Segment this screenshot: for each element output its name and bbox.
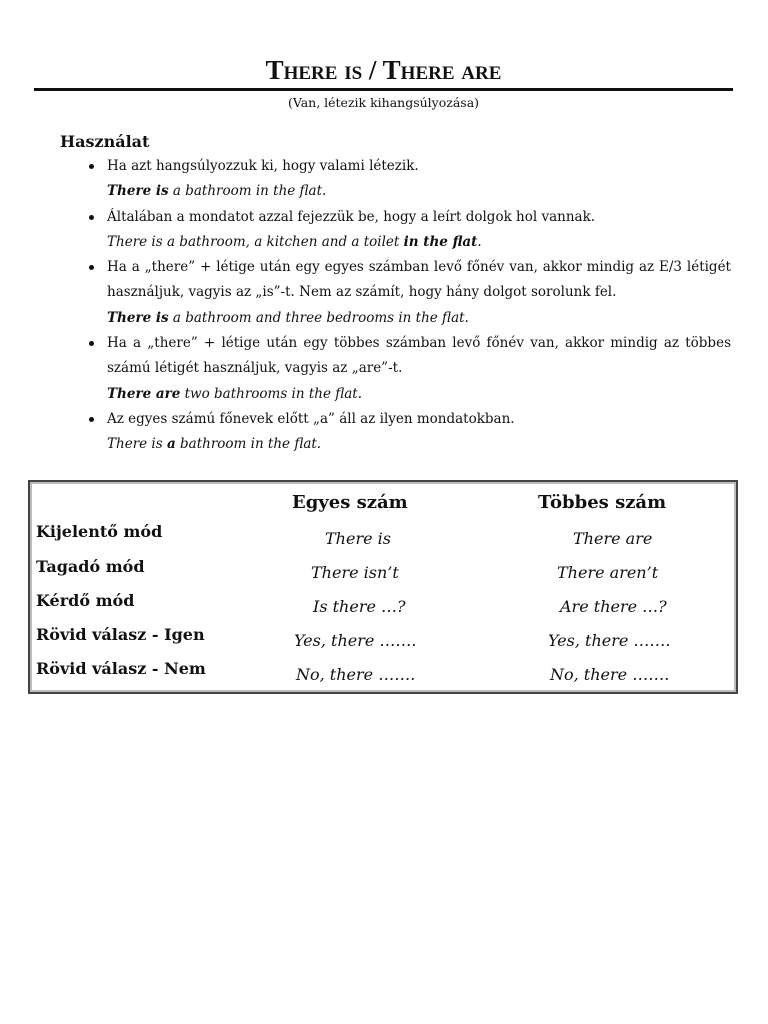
row-label: Kijelentő mód [36, 522, 163, 541]
cell-singular: No, there ……. [296, 665, 416, 684]
conjugation-table [28, 480, 738, 694]
cell-singular: Is there …? [313, 597, 406, 616]
bullet-text: Ha a „there” + létige után egy egyes számban levő főnév van, akkor mindig az E/3 létigét [107, 259, 731, 276]
row-label: Kérdő mód [36, 591, 135, 610]
example-emphasis: There is [107, 309, 169, 326]
example-emphasis: There are [107, 385, 181, 402]
page-subtitle: (Van, létezik kihangsúlyozása) [287, 95, 480, 110]
bullet-text: Az egyes számú főnevek előtt „a” áll az ilyen mondatokban. [107, 410, 515, 427]
row-label: Tagadó mód [36, 557, 145, 576]
bullet-dot-icon [89, 164, 94, 169]
section-heading: Használat [60, 132, 150, 151]
list-item [107, 154, 731, 205]
bullet-dot-icon [89, 215, 94, 220]
usage-list [107, 154, 731, 458]
bullet-text: számú létigét használjuk, vagyis az „are”-t. [107, 360, 403, 377]
cell-plural: There are [573, 529, 653, 548]
example-sentence: There is a bathroom, a kitchen and a toilet in the flat. [107, 233, 482, 250]
bullet-text: Ha a „there” + létige után egy többes számban levő főnév van, akkor mindig az többes [107, 335, 731, 352]
example-sentence: There is a bathroom in the flat. [107, 183, 327, 200]
column-header-plural: Többes szám [538, 492, 667, 513]
example-sentence: There is a bathroom and three bedrooms in the flat. [107, 309, 469, 326]
row-label: Rövid válasz - Igen [36, 625, 205, 644]
example-sentence: There is a bathroom in the flat. [107, 436, 322, 453]
bullet-dot-icon [89, 265, 94, 270]
list-item [107, 407, 731, 458]
cell-plural: There aren’t [557, 563, 659, 582]
row-label: Rövid válasz - Nem [36, 659, 206, 678]
bullet-text: használjuk, vagyis az „is”-t. Nem az számít, hogy hány dolgot sorolunk fel. [107, 284, 617, 301]
list-item [107, 205, 731, 256]
title-rule [34, 88, 733, 91]
bullet-text: Általában a mondatot azzal fejezzük be, hogy a leírt dolgok hol vannak. [107, 208, 596, 225]
cell-singular: There isn’t [311, 563, 399, 582]
example-emphasis: a [166, 436, 176, 453]
list-item [107, 331, 731, 407]
cell-plural: Yes, there ……. [548, 631, 671, 650]
bullet-text: Ha azt hangsúlyozzuk ki, hogy valami létezik. [107, 158, 419, 174]
cell-singular: There is [325, 529, 391, 548]
cell-singular: Yes, there ……. [294, 631, 417, 650]
cell-plural: Are there …? [560, 597, 667, 616]
bullet-dot-icon [89, 417, 94, 422]
cell-plural: No, there ……. [550, 665, 670, 684]
list-item [107, 255, 731, 331]
example-sentence: There are two bathrooms in the flat. [107, 385, 363, 402]
page-title: There is / There are [265, 55, 502, 85]
example-emphasis: in the flat [403, 233, 478, 250]
bullet-dot-icon [89, 341, 94, 346]
example-emphasis: There is [107, 183, 169, 200]
column-header-singular: Egyes szám [292, 492, 408, 513]
